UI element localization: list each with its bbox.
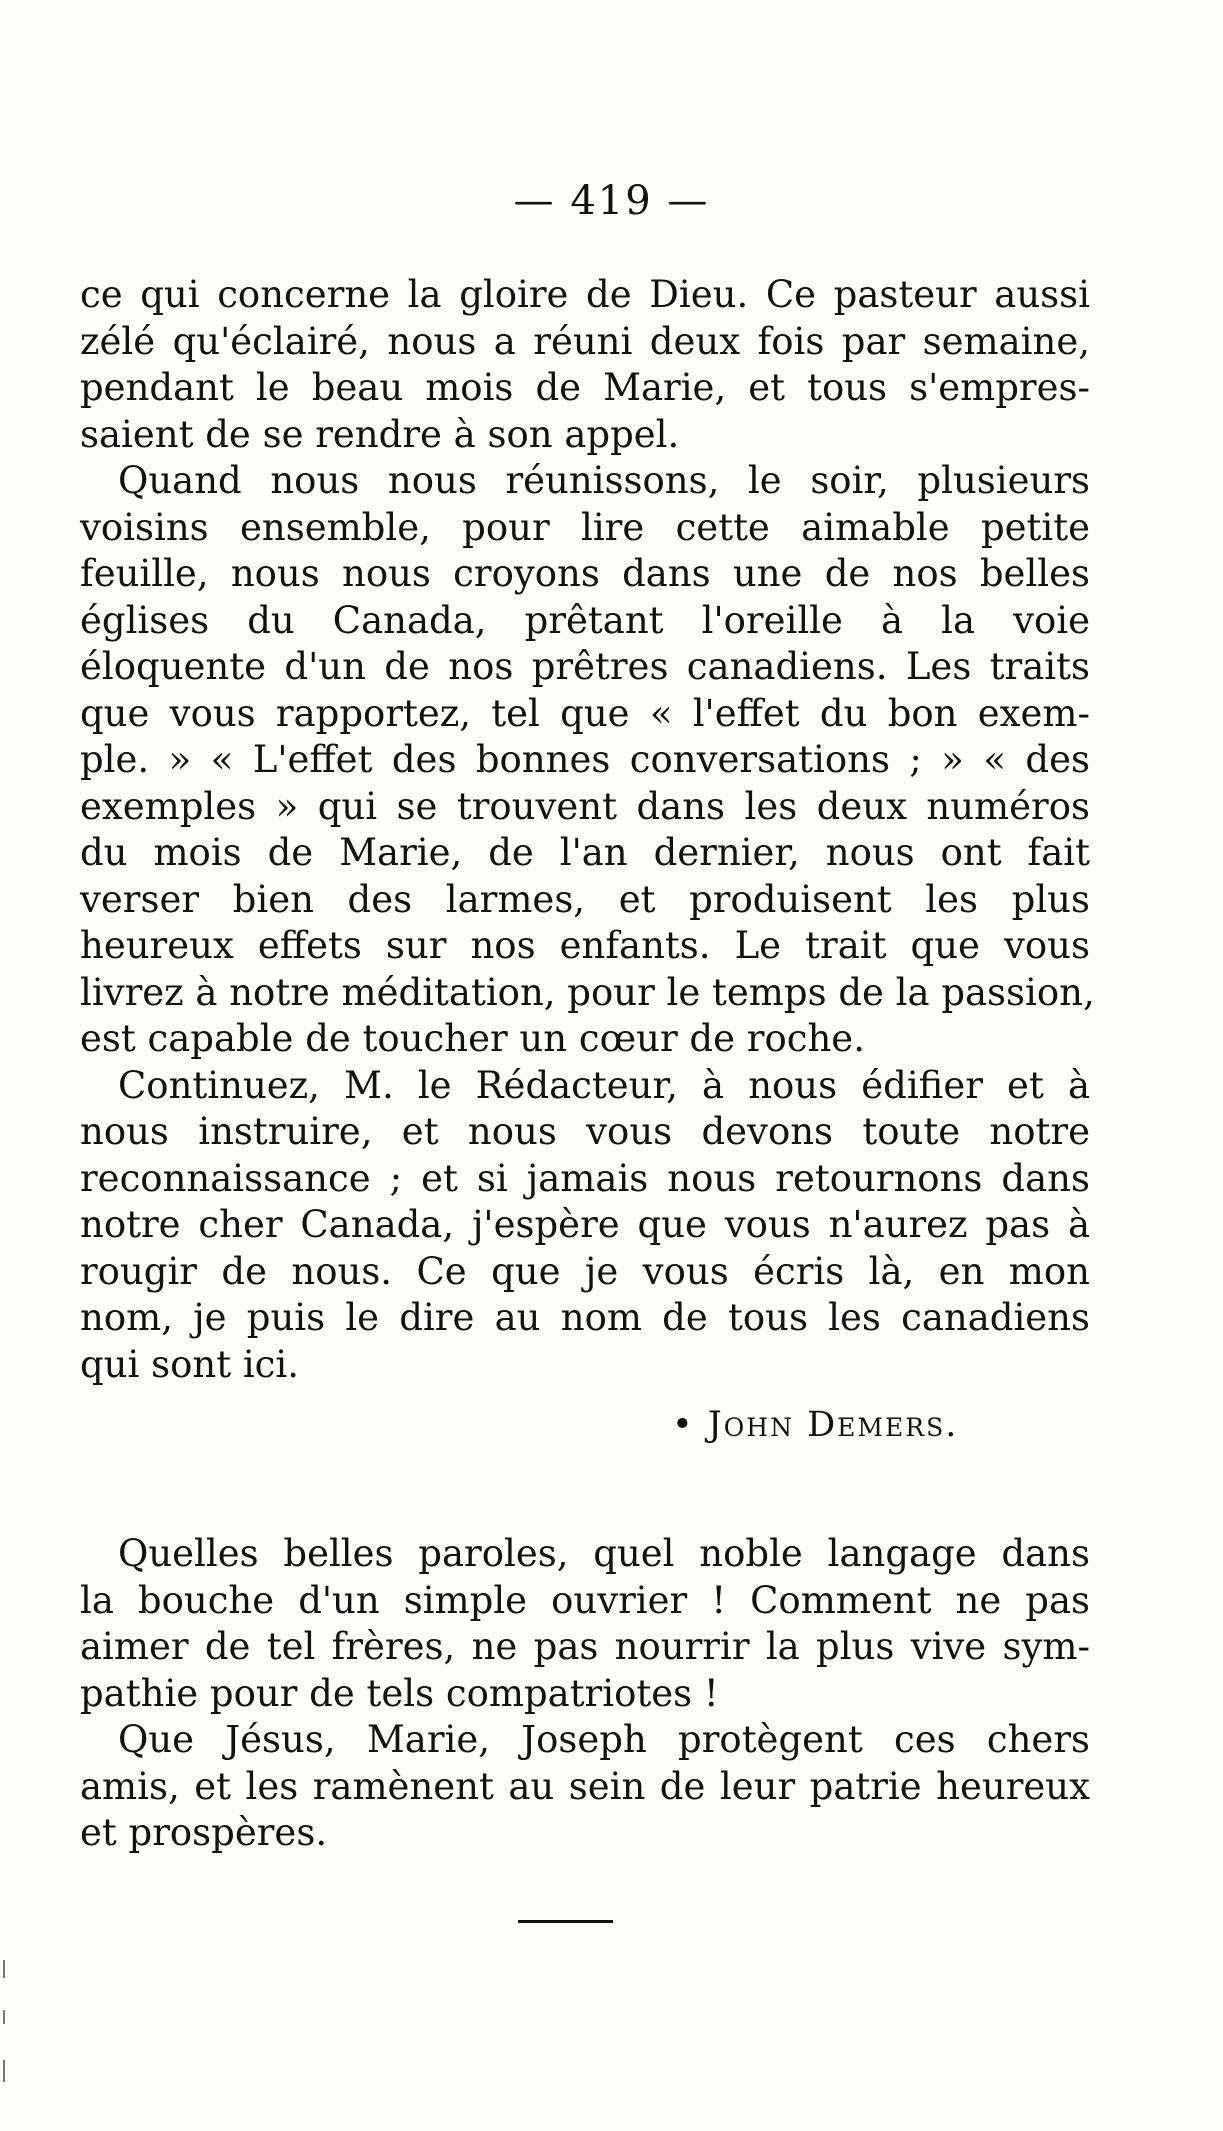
text-line: zélé qu'éclairé, nous a réuni deux fois par semaine, (80, 319, 1090, 363)
text-line: pendant le beau mois de Marie, et tous s'empres- (80, 366, 1090, 409)
scan-edge-mark (3, 2010, 5, 2024)
text-line: et prospères. (80, 1811, 328, 1854)
closing-paragraph-1 (80, 1531, 1090, 1717)
text-line: éloquente d'un de nos prêtres canadiens. Les traits (80, 645, 1090, 688)
text-line: églises du Canada, prêtant l'oreille à la voie (80, 598, 1090, 642)
text-line: feuille, nous nous croyons dans une de nos belles (80, 552, 1090, 595)
text-line: reconnaissance ; et si jamais nous retournons dans (80, 1156, 1090, 1200)
text-line: rougir de nous. Ce que je vous écris là, en mon (80, 1249, 1090, 1293)
text-line: nous instruire, et nous vous devons toute notre (80, 1110, 1090, 1153)
text-line: verser bien des larmes, et produisent les plus (80, 877, 1090, 921)
signature: • John Demers. (672, 1405, 959, 1445)
paragraph-2 (80, 458, 1095, 1063)
text-line: Continuez, M. le Rédacteur, à nous édifier et à (118, 1063, 1090, 1107)
letter-body (80, 272, 1095, 1388)
text-line: aimer de tel frères, ne pas nourrir la plus vive sym- (80, 1625, 1090, 1668)
paragraph-1 (80, 272, 1090, 458)
text-line: Quelles belles paroles, quel noble langage dans (118, 1532, 1090, 1575)
text-line: notre cher Canada, j'espère que vous n'aurez pas à (80, 1203, 1090, 1246)
text-line: ce qui concerne la gloire de Dieu. Ce pasteur aussi (80, 273, 1090, 316)
closing-paragraph-2 (80, 1717, 1090, 1857)
text-line: voisins ensemble, pour lire cette aimable petite (80, 505, 1090, 549)
text-line: saient de se rendre à son appel. (80, 412, 680, 456)
text-line: nom, je puis le dire au nom de tous les canadiens (80, 1296, 1090, 1339)
text-line: la bouche d'un simple ouvrier ! Comment ne pas (80, 1578, 1090, 1622)
text-line: que vous rapportez, tel que « l'effet du bon exem- (80, 691, 1090, 735)
text-line: ple. » « L'effet des bonnes conversations ; » « des (80, 738, 1090, 781)
section-divider (518, 1920, 613, 1923)
text-line: du mois de Marie, de l'an dernier, nous ont fait (80, 831, 1090, 874)
text-line: Quand nous nous réunissons, le soir, plusieurs (118, 459, 1090, 502)
page-number: — 419 — (513, 178, 710, 224)
text-line: livrez à notre méditation, pour le temps de la passion, (80, 970, 1095, 1014)
text-line: Que Jésus, Marie, Joseph protègent ces chers (118, 1718, 1090, 1761)
text-line: heureux effets sur nos enfants. Le trait que vous (80, 924, 1090, 967)
scan-edge-mark (3, 1960, 5, 1978)
scan-edge-mark (3, 2060, 5, 2082)
closing-commentary (80, 1531, 1090, 1857)
text-line: est capable de toucher un cœur de roche. (80, 1017, 865, 1060)
text-line: pathie pour de tels compatriotes ! (80, 1671, 719, 1715)
text-line: amis, et les ramènent au sein de leur patrie heureux (80, 1764, 1090, 1808)
paragraph-3 (80, 1063, 1090, 1389)
text-line: exemples » qui se trouvent dans les deux numéros (80, 784, 1090, 828)
text-line: qui sont ici. (80, 1342, 299, 1386)
